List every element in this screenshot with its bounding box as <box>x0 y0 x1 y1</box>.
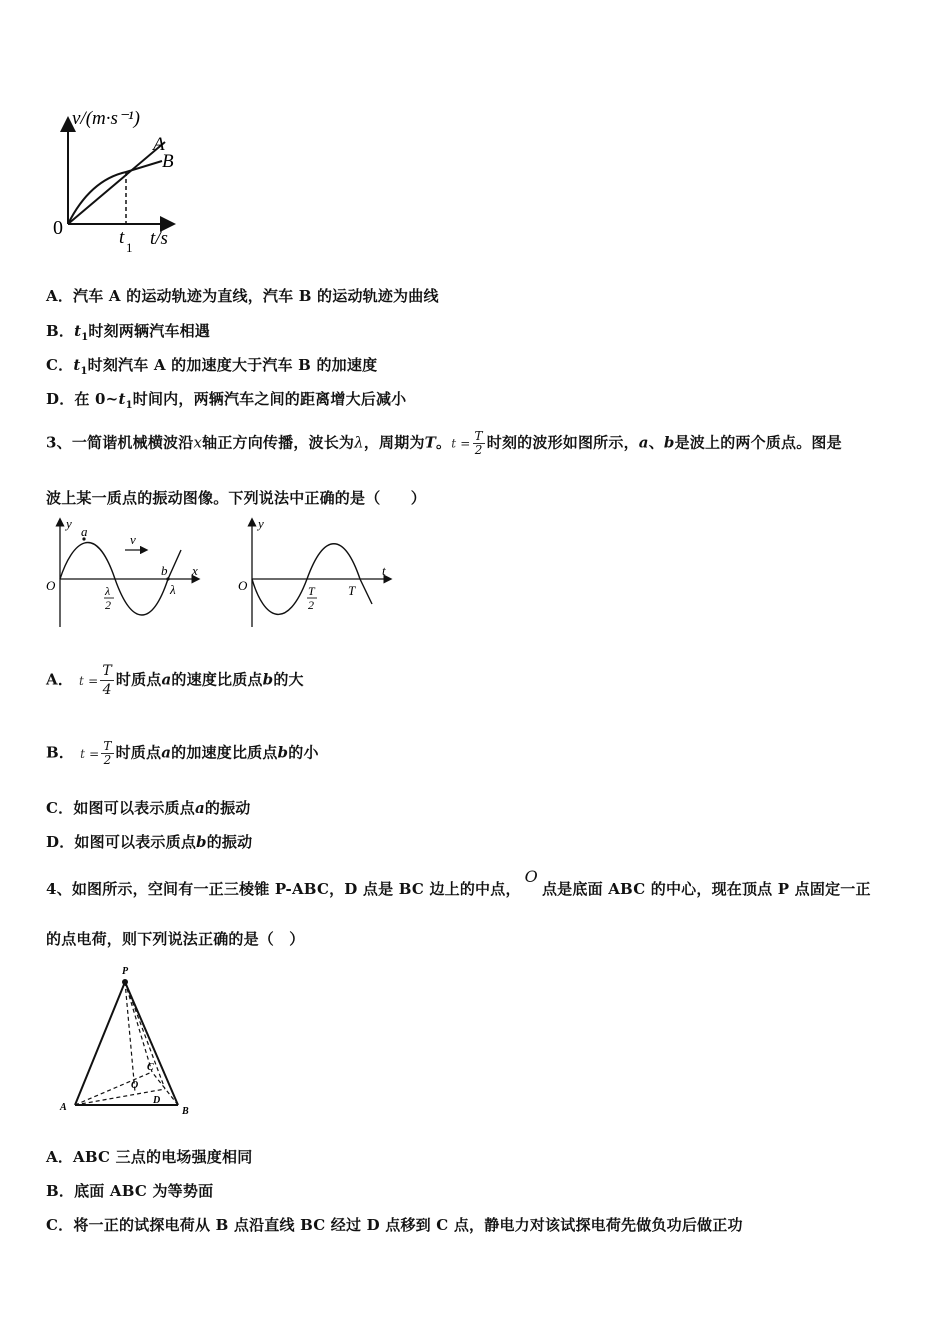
q3-option-a: A． t = $\frac{T}{4}$ 时质点a的速度比质点b的大 <box>46 663 304 698</box>
vib-half-t-num: T <box>308 584 315 598</box>
vib-period-label: T <box>348 583 356 598</box>
point-p <box>122 979 128 985</box>
line-pd <box>125 982 165 1089</box>
wave-half-lambda-num: λ <box>105 584 111 598</box>
q4-option-c: C．将一正的试探电荷从 B 点沿直线 BC 经过 D 点移到 C 点，静电力对该试探电荷先做负功后做正功 <box>46 1216 743 1234</box>
q3-option-c: C．如图可以表示质点a的振动 <box>46 799 251 817</box>
vib-origin: O <box>238 578 248 593</box>
vt-curve-a-label: A <box>153 134 165 155</box>
q2-option-a: A．汽车 A 的运动轨迹为直线，汽车 B 的运动轨迹为曲线 <box>46 287 439 305</box>
label-c: C <box>147 1062 154 1073</box>
q3-option-b-fraction: $\frac{T}{2}$ <box>103 739 112 767</box>
q2-option-d: D．在 $0\sim t_1$时间内，两辆汽车之间的距离增大后减小 <box>46 390 407 411</box>
vt-x-label: t/s <box>150 228 168 249</box>
wave-y-label: y <box>66 516 72 531</box>
line-ad <box>75 1089 165 1105</box>
vib-y-label: y <box>258 516 264 531</box>
wave-a-label: a <box>81 524 88 539</box>
label-b: B <box>182 1106 189 1117</box>
label-p: P <box>122 966 129 977</box>
vt-origin: 0 <box>53 217 63 239</box>
vibration-graph-figure <box>232 512 402 632</box>
vt-curve-a <box>68 142 165 224</box>
q3-option-d: D．如图可以表示质点b的振动 <box>46 833 253 851</box>
q3-option-a-fraction: $\frac{T}{4}$ <box>102 663 112 698</box>
wave-half-lambda-den: 2 <box>105 598 111 612</box>
q4-option-b: B．底面 ABC 为等势面 <box>46 1182 214 1200</box>
vt-t1-sub: 1 <box>126 240 133 255</box>
wave-b-label: b <box>161 563 168 578</box>
wave-lambda-label: λ <box>170 582 176 597</box>
wave-origin: O <box>46 578 56 593</box>
wave-graph-figure <box>40 512 210 632</box>
vt-curve-b-label: B <box>162 151 174 172</box>
wave-v-label: v <box>130 532 136 547</box>
vib-half-t-den: 2 <box>308 598 314 612</box>
vt-curve-b <box>68 161 162 224</box>
q3-stem-fraction: $\frac{T}{2}$ <box>474 429 483 457</box>
pyramid-figure <box>55 962 205 1122</box>
q4-stem-line1: 4、如图所示，空间有一正三棱锥 P-ABC，D 点是 BC 边上的中点，O点是底面 ABC 的中心，现在顶点 P 点固定一正 <box>46 867 871 898</box>
vt-graph-figure <box>50 100 200 260</box>
vt-y-label: v/(m·s⁻¹) <box>72 108 140 129</box>
q4-stem-line2: 的点电荷，则下列说法正确的是（ ） <box>46 930 305 948</box>
vt-t1-label: t <box>119 227 125 248</box>
edge-pa <box>75 982 125 1105</box>
q2-option-b: B．$t_1$时刻两辆汽车相遇 <box>46 322 211 343</box>
q4-option-a: A．ABC 三点的电场强度相同 <box>46 1148 253 1166</box>
q3-option-b: B． t = $\frac{T}{2}$ 时质点a的加速度比质点b的小 <box>46 739 319 767</box>
vib-t-label: t <box>382 563 386 578</box>
label-d: D <box>153 1095 161 1106</box>
wave-x-label: x <box>192 563 198 578</box>
q2-option-c: C．$t_1$时刻汽车 A 的加速度大于汽车 B 的加速度 <box>46 356 378 377</box>
q3-stem-line1: 3、一简谐机械横波沿x轴正方向传播，波长为λ，周期为T。t = $\frac{T}{2}$ 时刻的波形如图所示，a、b是波上的两个质点。图是 <box>46 429 842 457</box>
label-o: O <box>131 1080 139 1091</box>
label-a: A <box>60 1102 67 1113</box>
q3-stem-line2: 波上某一质点的振动图像。下列说法中正确的是（ ） <box>46 489 427 507</box>
